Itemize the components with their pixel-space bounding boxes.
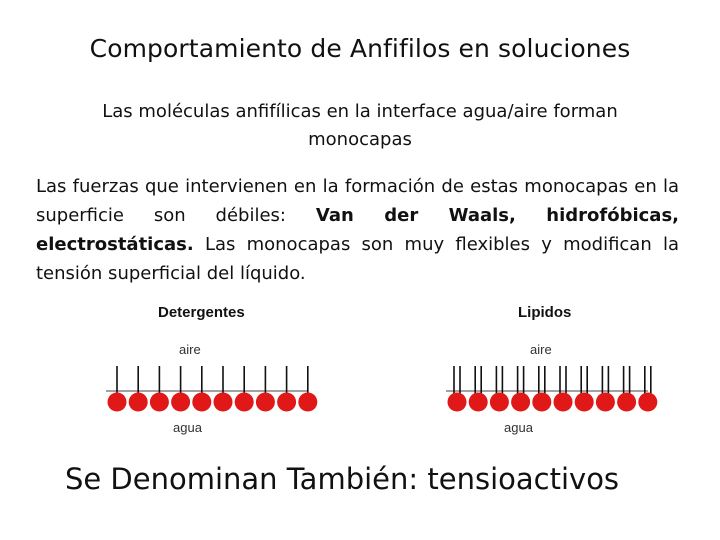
lipids-water-label: agua [504,420,533,435]
body-text-1: Las fuerzas que intervienen en la formación de estas monocapas en la superficie son débiles: [36,176,679,226]
lipid-head [575,393,594,412]
detergent-head [214,393,233,412]
lipids-monolayer [440,360,655,415]
slide-title: Comportamiento de Anfifilos en soluciones [89,34,631,63]
lipid-head [638,393,657,412]
detergent-head [192,393,211,412]
detergent-head [256,393,275,412]
detergent-head [171,393,190,412]
lipid-head [532,393,551,412]
detergents-air-label: aire [179,342,201,357]
lipid-head [554,393,573,412]
lipid-head [490,393,509,412]
detergent-head [298,393,317,412]
detergent-head [108,393,127,412]
body-text-2: Las monocapas son muy flexibles y modifican la tensión superficial del líquido. [36,234,679,284]
detergent-head [277,393,296,412]
lipid-head [617,393,636,412]
detergent-head [129,393,148,412]
lipids-air-label: aire [530,342,552,357]
detergents-monolayer [100,360,315,415]
lipid-head [511,393,530,412]
detergents-label: Detergentes [158,304,245,321]
lipid-head [469,393,488,412]
lipids-label: Lipidos [518,304,572,321]
footer-text: Se Denominan También: tensioactivos [64,462,620,496]
lipid-head [596,393,615,412]
detergent-head [235,393,254,412]
detergents-water-label: agua [173,420,202,435]
lipid-head [448,393,467,412]
body-paragraph [36,172,679,288]
slide-subtitle: Las moléculas anfifílicas en la interface agua/aire forman monocapas [102,101,618,150]
body-forces-bold: Van der Waals, hidrofóbicas, electrostáticas. [36,205,680,255]
detergent-head [150,393,169,412]
